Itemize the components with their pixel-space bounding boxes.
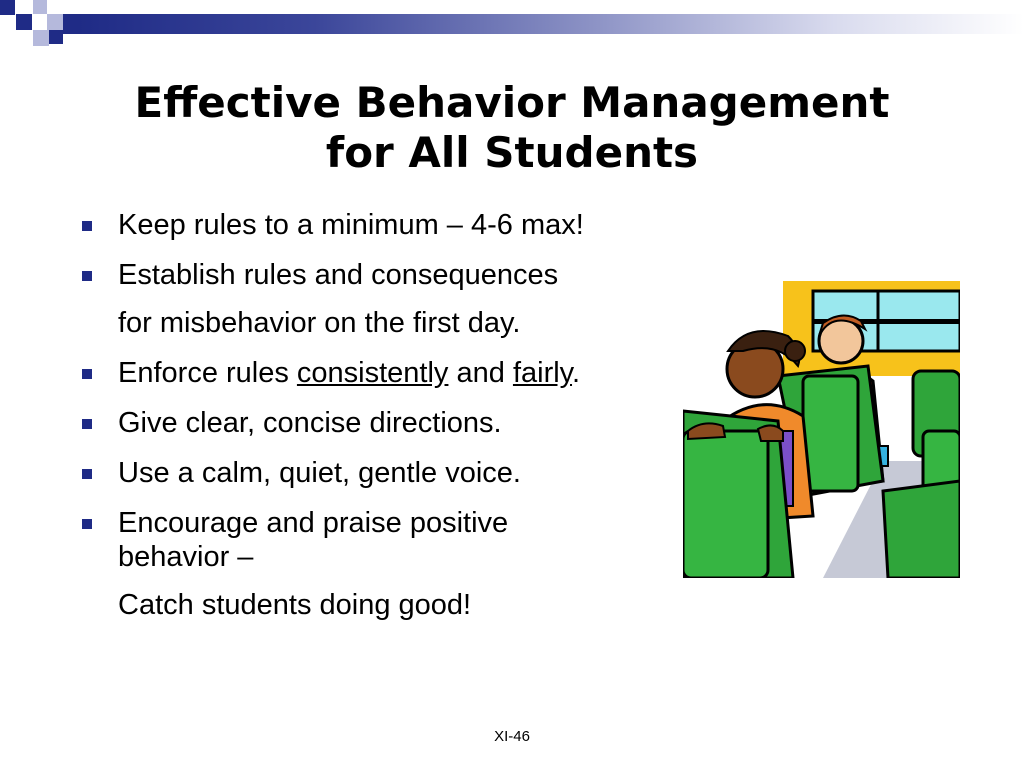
square-bullet-icon — [82, 369, 92, 379]
bullet-item — [80, 506, 598, 622]
bullet-text-part: and — [448, 357, 513, 389]
bullet-text: Keep rules to a minimum – 4-6 max! — [118, 209, 584, 241]
bullet-text-part: Enforce rules — [118, 357, 297, 389]
square-bullet-icon — [82, 419, 92, 429]
bullet-text-part: . — [572, 357, 581, 389]
title-line-1: Effective Behavior Management — [134, 78, 890, 127]
slide-number: XI-46 — [494, 728, 530, 745]
bullet-text: Use a calm, quiet, gentle voice. — [118, 457, 521, 489]
square-bullet-icon — [82, 221, 92, 231]
slide-title — [60, 78, 964, 178]
bullet-text: Establish rules and consequences — [118, 259, 559, 291]
deco-square — [16, 14, 32, 30]
bullet-item — [80, 258, 680, 340]
bullet-list — [80, 208, 680, 638]
bullet-text: Encourage and praise positive behavior – — [118, 507, 509, 573]
deco-square — [47, 14, 63, 30]
deco-square — [49, 30, 63, 44]
square-bullet-icon — [82, 469, 92, 479]
bullet-item — [80, 356, 680, 390]
school-bus-students-illustration — [683, 281, 960, 578]
square-bullet-icon — [82, 519, 92, 529]
bullet-item — [80, 208, 680, 242]
deco-square — [63, 14, 78, 34]
header-gradient-bar — [78, 14, 1024, 34]
deco-square — [33, 0, 47, 14]
underlined-word: fairly — [512, 357, 573, 389]
square-bullet-icon — [82, 271, 92, 281]
bullet-item — [80, 406, 680, 440]
bullet-text-continued: Catch students doing good! — [118, 589, 472, 621]
underlined-word: consistently — [296, 357, 449, 389]
bullet-text-continued: for misbehavior on the first day. — [118, 307, 521, 339]
title-line-2: for All Students — [325, 128, 699, 177]
deco-square — [33, 30, 49, 46]
bullet-text — [118, 357, 580, 389]
bullet-item — [80, 456, 680, 490]
bullet-text: Give clear, concise directions. — [118, 407, 502, 439]
deco-square — [0, 0, 15, 15]
